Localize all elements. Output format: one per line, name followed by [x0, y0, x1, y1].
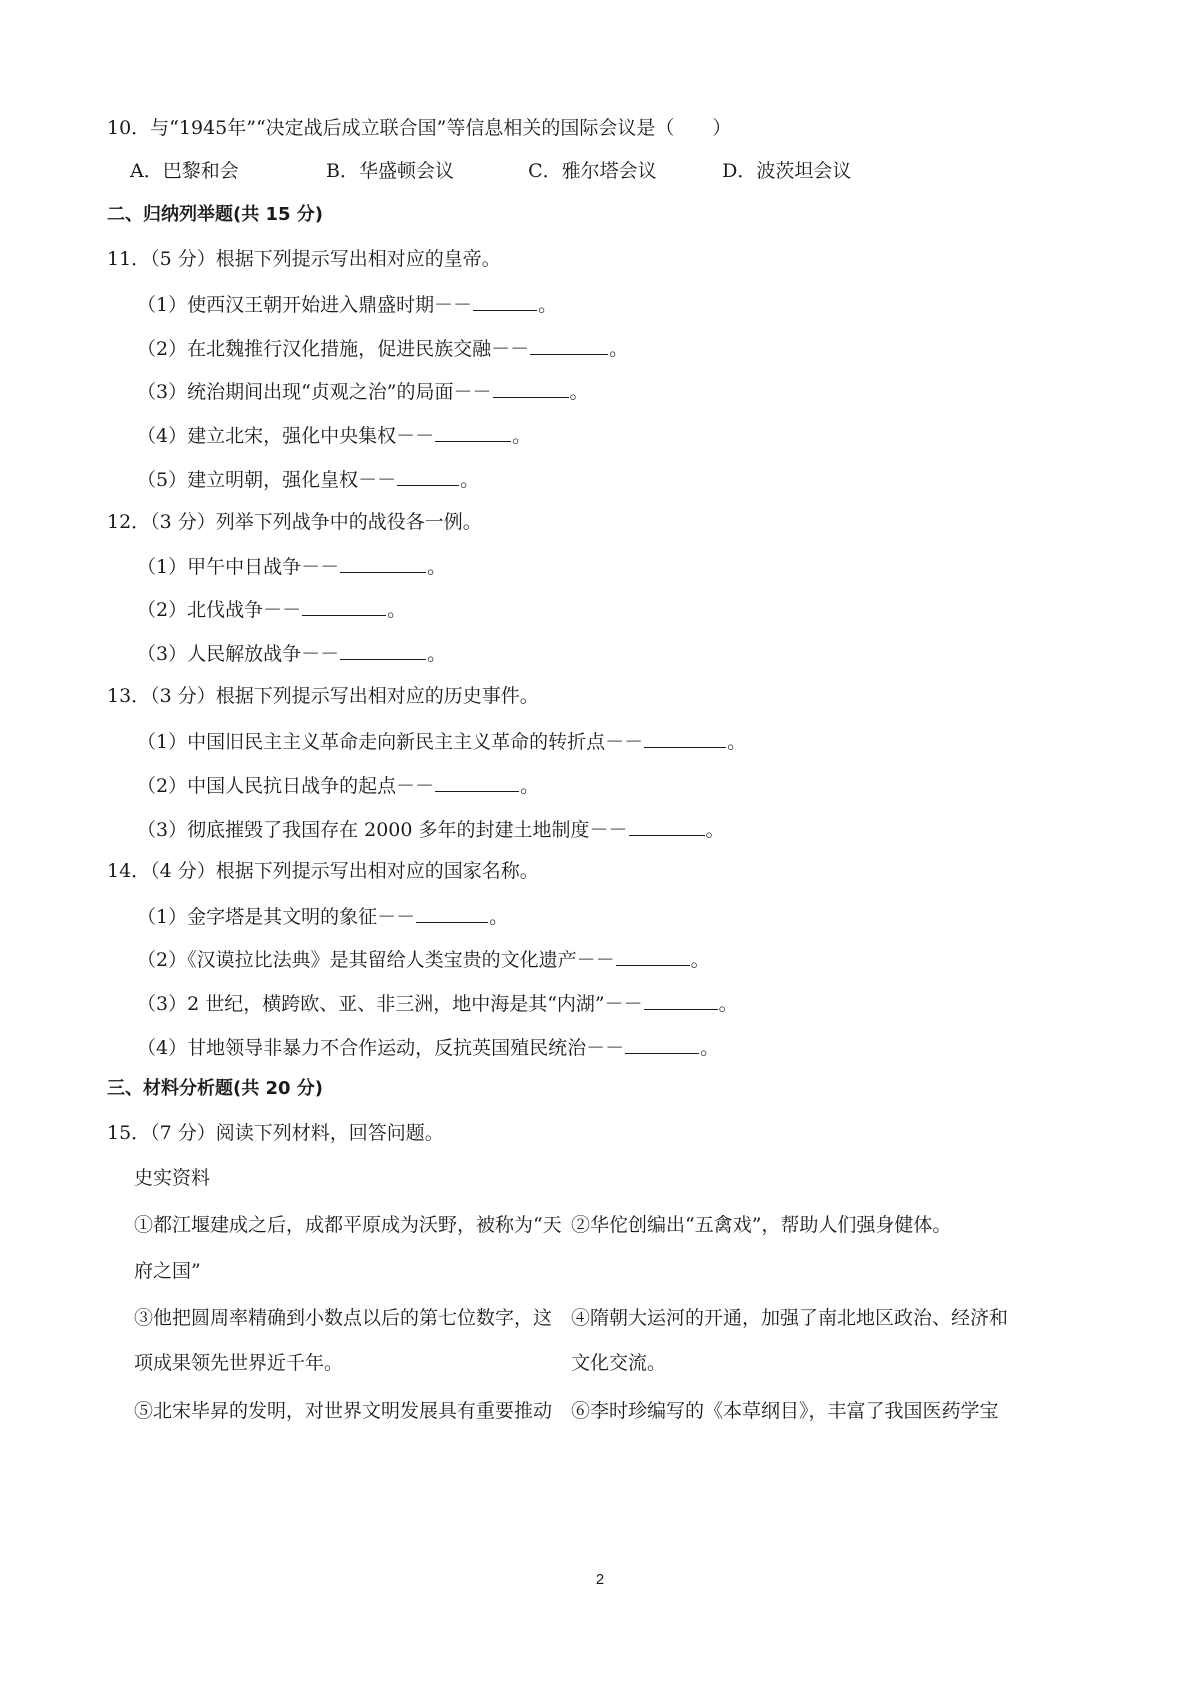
q15-stem: 15．（7 分）阅读下列材料，回答问题。	[107, 1122, 444, 1144]
q10-option-d: D．波茨坦会议	[722, 160, 852, 182]
answer-blank[interactable]	[629, 815, 705, 836]
q14-item-2: （2）《汉谟拉比法典》是其留给人类宝贵的文化遗产－－ 。	[137, 945, 710, 973]
q11-item-5: （5）建立明朝，强化皇权－－ 。	[137, 465, 479, 493]
material-1-line-1: ①都江堰建成之后，成都平原成为沃野，被称为“天	[134, 1214, 562, 1236]
q14-item-3: （3）2 世纪，横跨欧、亚、非三洲，地中海是其“内湖”－－ 。	[137, 989, 738, 1017]
material-3-line-2: 项成果领先世界近千年。	[134, 1352, 344, 1374]
answer-blank[interactable]	[644, 727, 726, 748]
answer-blank[interactable]	[644, 989, 718, 1010]
material-5-line-1: ⑤北宋毕昇的发明，对世界文明发展具有重要推动	[134, 1400, 553, 1422]
answer-blank[interactable]	[435, 771, 519, 792]
q14-item-1: （1）金字塔是其文明的象征－－ 。	[137, 902, 508, 930]
answer-blank[interactable]	[416, 902, 488, 923]
q13-stem: 13．（3 分）根据下列提示写出相对应的历史事件。	[107, 685, 539, 707]
q14-item-4: （4）甘地领导非暴力不合作运动，反抗英国殖民统治－－ 。	[137, 1033, 719, 1061]
q11-item-2: （2）在北魏推行汉化措施，促进民族交融－－ 。	[137, 334, 628, 362]
material-2: ②华佗创编出“五禽戏”，帮助人们强身健体。	[571, 1214, 952, 1236]
answer-blank[interactable]	[493, 377, 569, 398]
answer-blank[interactable]	[616, 945, 690, 966]
material-1-line-2: 府之国”	[134, 1260, 201, 1282]
q10-option-c: C．雅尔塔会议	[528, 160, 657, 182]
q11-stem: 11．（5 分）根据下列提示写出相对应的皇帝。	[107, 248, 501, 270]
q11-item-4: （4）建立北宋，强化中央集权－－ 。	[137, 421, 531, 449]
answer-blank[interactable]	[473, 290, 537, 311]
q13-item-2: （2）中国人民抗日战争的起点－－ 。	[137, 771, 539, 799]
material-3-line-1: ③他把圆周率精确到小数点以后的第七位数字，这	[134, 1307, 553, 1329]
q12-item-3: （3）人民解放战争－－ 。	[137, 639, 446, 667]
answer-blank[interactable]	[340, 552, 426, 573]
material-4-line-1: ④隋朝大运河的开通，加强了南北地区政治、经济和	[571, 1307, 1009, 1329]
q11-item-1: （1）使西汉王朝开始进入鼎盛时期－－ 。	[137, 290, 557, 318]
page-number: 2	[595, 1571, 605, 1588]
material-6-line-1: ⑥李时珍编写的《本草纲目》，丰富了我国医药学宝	[571, 1400, 999, 1422]
answer-blank[interactable]	[435, 421, 511, 442]
answer-blank[interactable]	[340, 639, 426, 660]
answer-blank[interactable]	[302, 595, 386, 616]
q10-option-a: A．巴黎和会	[130, 160, 239, 182]
q10-option-b: B．华盛顿会议	[326, 160, 455, 182]
answer-blank[interactable]	[397, 465, 459, 486]
section-2-heading: 二、归纳列举题(共 15 分)	[107, 204, 324, 225]
material-4-line-2: 文化交流。	[571, 1352, 667, 1374]
q12-item-1: （1）甲午中日战争－－ 。	[137, 552, 446, 580]
q13-item-1: （1）中国旧民主主义革命走向新民主主义革命的转折点－－ 。	[137, 727, 746, 755]
section-3-heading: 三、材料分析题(共 20 分)	[107, 1078, 324, 1099]
q12-item-2: （2）北伐战争－－ 。	[137, 595, 406, 623]
q14-stem: 14．（4 分）根据下列提示写出相对应的国家名称。	[107, 860, 539, 882]
q13-item-3: （3）彻底摧毁了我国存在 2000 多年的封建土地制度－－ 。	[137, 815, 725, 843]
q11-item-3: （3）统治期间出现“贞观之治”的局面－－ 。	[137, 377, 589, 405]
material-title: 史实资料	[134, 1167, 211, 1189]
answer-blank[interactable]	[625, 1033, 699, 1054]
answer-blank[interactable]	[530, 334, 608, 355]
q12-stem: 12．（3 分）列举下列战争中的战役各一例。	[107, 511, 482, 533]
q10-options	[130, 158, 851, 184]
q10-stem: 10．与“1945年”“决定战后成立联合国”等信息相关的国际会议是（ ）	[107, 117, 732, 139]
